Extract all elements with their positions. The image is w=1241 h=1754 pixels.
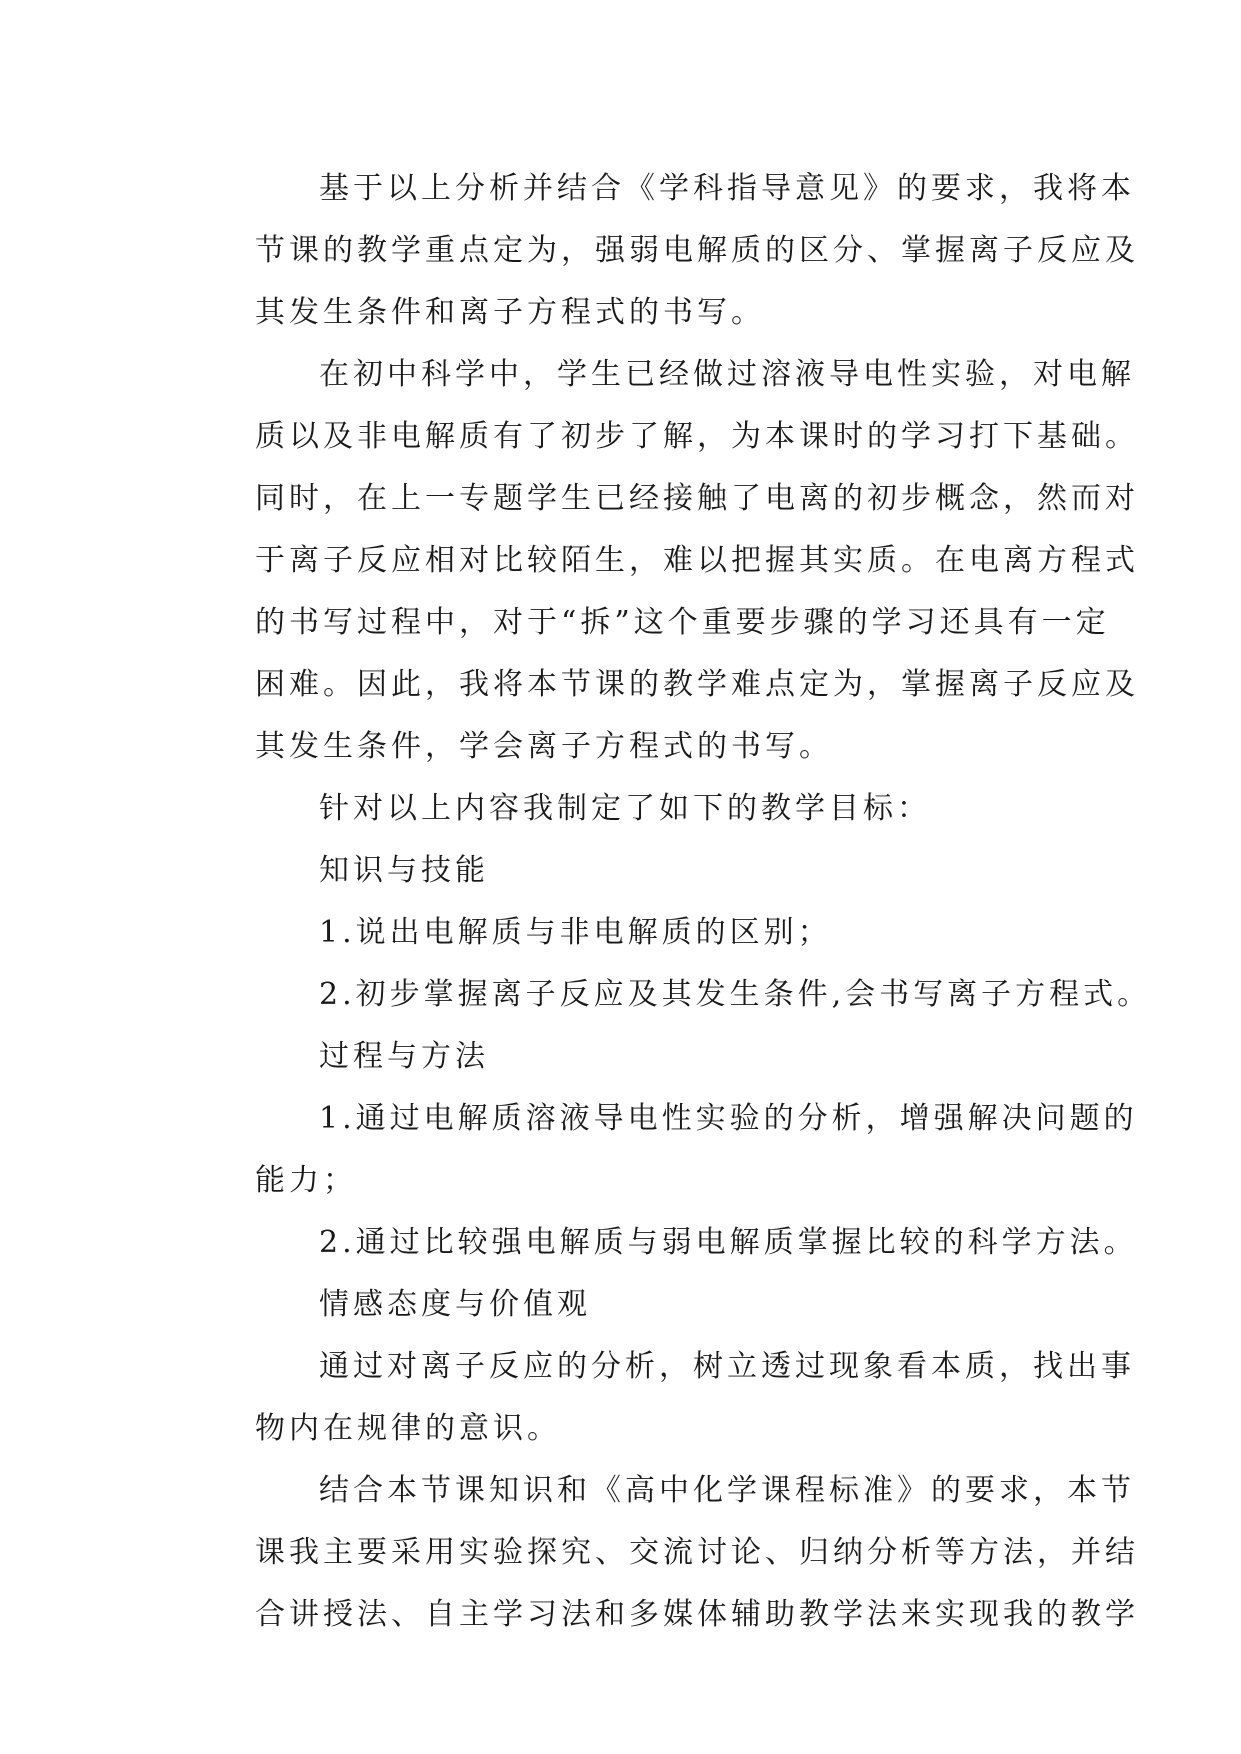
paragraph-key-points — [191, 158, 1139, 344]
text-line: 于离子反应相对比较陌生，难以把握其实质。在电离方程式 — [255, 543, 1139, 578]
text-line: 2.通过比较强电解质与弱电解质掌握比较的科学方法。 — [319, 1225, 1138, 1260]
heading-process-methods — [191, 1026, 1051, 1088]
list-item-knowledge-1 — [191, 902, 1051, 964]
text-line: 课我主要采用实验探究、交流讨论、归纳分析等方法，并结 — [255, 1535, 1139, 1570]
text-line: 合讲授法、自主学习法和多媒体辅助教学法来实现我的教学 — [255, 1597, 1139, 1632]
list-item-knowledge-2 — [191, 964, 1152, 1026]
paragraph-difficult-points — [191, 344, 1139, 778]
text-line: 情感态度与价值观 — [319, 1287, 591, 1322]
text-line: 节课的教学重点定为，强弱电解质的区分、掌握离子反应及 — [255, 233, 1139, 268]
heading-knowledge-skills — [191, 840, 1051, 902]
text-line: 2.初步掌握离子反应及其发生条件,会书写离子方程式。 — [319, 977, 1152, 1012]
text-line: 在初中科学中，学生已经做过溶液导电性实验，对电解 — [319, 357, 1135, 392]
text-line: 基于以上分析并结合《学科指导意见》的要求，我将本 — [319, 171, 1135, 206]
text-line: 困难。因此，我将本节课的教学难点定为，掌握离子反应及 — [255, 667, 1139, 702]
text-line: 通过对离子反应的分析，树立透过现象看本质，找出事 — [319, 1349, 1135, 1384]
text-line: 结合本节课知识和《高中化学课程标准》的要求，本节 — [319, 1473, 1135, 1508]
text-line: 其发生条件，学会离子方程式的书写。 — [255, 729, 833, 764]
heading-emotion-values — [191, 1274, 1051, 1336]
paragraph-teaching-methods — [191, 1460, 1139, 1646]
paragraph-goals-intro — [191, 778, 1051, 840]
text-line: 1.说出电解质与非电解质的区别； — [319, 915, 832, 950]
text-line: 质以及非电解质有了初步了解，为本课时的学习打下基础。 — [255, 419, 1139, 454]
text-line: 同时，在上一专题学生已经接触了电离的初步概念，然而对 — [255, 481, 1139, 516]
text-line: 知识与技能 — [319, 853, 489, 888]
paragraph-emotion-values — [191, 1336, 1135, 1460]
text-line: 的书写过程中，对于“拆”这个重要步骤的学习还具有一定 — [255, 605, 1110, 640]
text-line: 能力； — [255, 1163, 357, 1198]
list-item-process-2 — [191, 1212, 1138, 1274]
list-item-process-1 — [191, 1088, 1138, 1212]
text-line: 过程与方法 — [319, 1039, 489, 1074]
text-line: 物内在规律的意识。 — [255, 1411, 561, 1446]
text-line: 针对以上内容我制定了如下的教学目标： — [319, 791, 931, 826]
text-line: 1.通过电解质溶液导电性实验的分析，增强解决问题的 — [319, 1101, 1138, 1136]
text-line: 其发生条件和离子方程式的书写。 — [255, 295, 765, 330]
document-body — [191, 158, 1152, 1646]
